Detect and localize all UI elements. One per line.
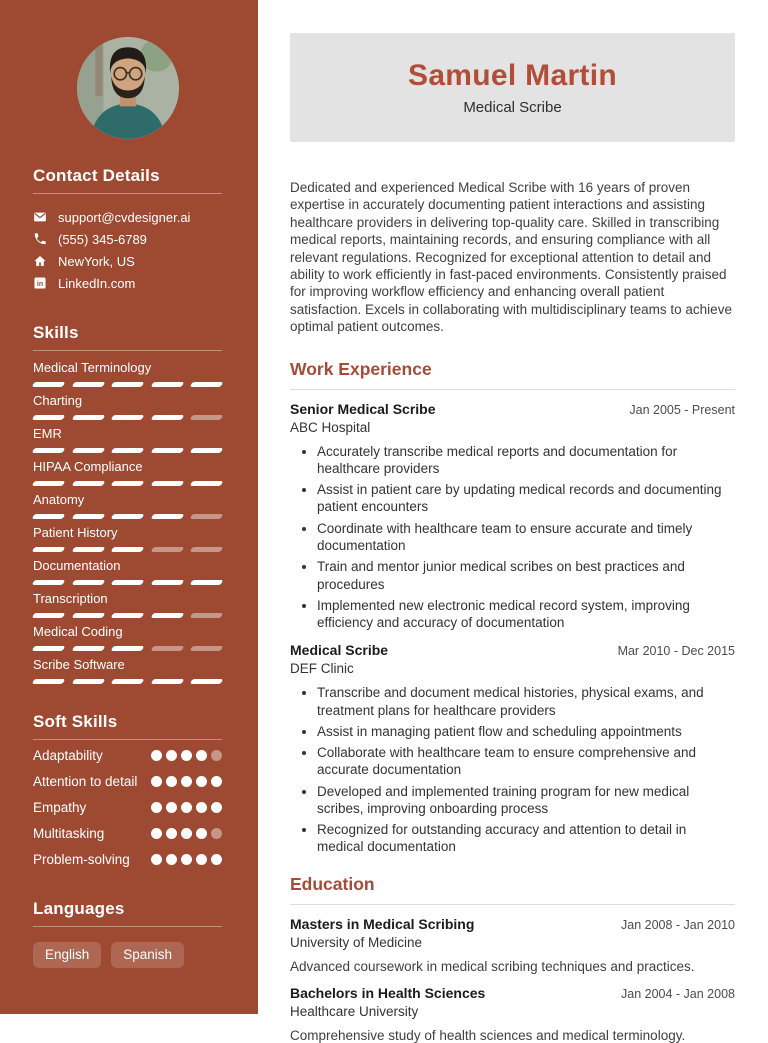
soft-skill-name: Multitasking (33, 825, 105, 841)
skill-segment-empty (190, 547, 224, 552)
job-bullet: • Collaborate with healthcare team to ensure comprehensive and accurate documentation (317, 744, 735, 779)
soft-skill-item (33, 825, 222, 844)
education-school: Healthcare University (290, 1003, 419, 1019)
job-header (290, 401, 735, 417)
skill-level-bar (33, 514, 222, 519)
soft-skill-item (33, 799, 222, 818)
job-company: ABC Hospital (290, 419, 371, 435)
skill-name: EMR (33, 426, 62, 441)
skill-level-bar (33, 580, 222, 585)
person-name: Samuel Martin (408, 59, 617, 92)
education-title: Education (290, 874, 735, 905)
work-experience-title: Work Experience (290, 359, 735, 390)
soft-skill-rating (151, 851, 222, 865)
contact-list (33, 206, 222, 294)
skill-segment-empty (150, 547, 184, 552)
rating-dot-filled (151, 828, 162, 839)
education-list (290, 916, 735, 1043)
contact-linkedin-text: LinkedIn.com (58, 275, 136, 291)
education-school: University of Medicine (290, 934, 423, 950)
skill-segment-filled (32, 415, 66, 420)
work-experience-section (290, 359, 735, 856)
skill-segment-filled (111, 481, 145, 486)
phone-icon (33, 232, 47, 246)
summary-paragraph: Dedicated and experienced Medical Scribe with 16 years of proven expertise in accurately documenting patient interactions and assisting healthcare providers in delivering top-quality care. Skilled in transcribing medical reports, maintaining records, and ensuring compliance with all relevant regulations. Recognized for exceptional attention to detail and ability to work efficiently in fast-paced environments. Consistently praised for improving workflow efficiency and enhancing overall patient satisfaction. Excels in collaborating with multidisciplinary teams to achieve optimal patient outcomes. (290, 180, 732, 335)
job-role: Medical Scribe (290, 642, 389, 659)
education-header (290, 916, 735, 932)
soft-skill-rating (151, 799, 222, 813)
soft-skill-item (33, 773, 222, 792)
skill-segment-filled (150, 679, 184, 684)
person-job-title: Medical Scribe (463, 99, 562, 116)
job-bullet: • Assist in patient care by updating medical records and documenting patient encounters (317, 481, 735, 516)
home-icon (33, 254, 47, 268)
linkedin-icon (33, 276, 47, 290)
rating-dot-filled (196, 854, 207, 865)
soft-skill-name: Adaptability (33, 748, 103, 763)
job-entry (290, 642, 735, 855)
job-bullet: • Recognized for outstanding accuracy and attention to detail in medical documentation (317, 821, 735, 856)
skill-segment-filled (71, 382, 105, 387)
education-section (290, 874, 735, 1043)
skill-level-bar (33, 481, 222, 486)
svg-text:in: in (36, 280, 44, 288)
skill-name: Anatomy (33, 492, 85, 507)
language-pill: English (33, 942, 101, 968)
soft-skill-item (33, 747, 222, 766)
job-bullet: • Developed and implemented training program for new medical scribes, improving onboarding process (317, 783, 735, 818)
email-icon (33, 210, 47, 224)
skill-segment-filled (71, 679, 105, 684)
job-dates: Jan 2005 - Present (629, 402, 735, 417)
skill-segment-filled (111, 415, 145, 420)
skill-name: Scribe Software (33, 657, 125, 672)
skill-segment-filled (32, 547, 66, 552)
skill-segment-filled (190, 580, 224, 585)
skill-segment-filled (32, 613, 66, 618)
rating-dot-filled (196, 750, 207, 761)
contact-section-title: Contact Details (33, 166, 222, 194)
skill-segment-filled (150, 382, 184, 387)
skill-name: Medical Terminology (33, 360, 152, 375)
education-description: Advanced coursework in medical scribing techniques and practices. (290, 958, 695, 974)
profile-photo-illustration (77, 37, 179, 139)
skill-segment-filled (190, 481, 224, 486)
rating-dot-filled (166, 776, 177, 787)
profile-photo (77, 37, 179, 139)
skill-item (33, 525, 222, 552)
job-bullet: • Transcribe and document medical histories, physical exams, and treatment plans for healthcare providers (317, 684, 735, 719)
skill-segment-filled (71, 481, 105, 486)
skills-list (33, 360, 222, 684)
skill-segment-filled (71, 514, 105, 519)
education-dates: Jan 2008 - Jan 2010 (621, 917, 735, 932)
job-header (290, 642, 735, 658)
rating-dot-filled (166, 854, 177, 865)
contact-row-phone[interactable] (33, 228, 222, 250)
job-bullets (290, 443, 735, 632)
job-bullet: • Assist in managing patient flow and scheduling appointments (317, 723, 735, 740)
skill-name: Documentation (33, 558, 121, 573)
skill-segment-filled (71, 448, 105, 453)
rating-dot-filled (151, 750, 162, 761)
skill-segment-filled (111, 580, 145, 585)
skill-level-bar (33, 415, 222, 420)
soft-skill-rating (151, 747, 222, 761)
skill-item (33, 657, 222, 684)
job-entry (290, 401, 735, 632)
contact-location-text: NewYork, US (58, 253, 135, 269)
rating-dot-filled (166, 802, 177, 813)
skill-segment-filled (150, 481, 184, 486)
skill-item (33, 393, 222, 420)
skill-segment-filled (71, 415, 105, 420)
sidebar (0, 0, 258, 1014)
rating-dot-filled (211, 776, 222, 787)
skill-segment-filled (32, 580, 66, 585)
rating-dot-filled (166, 828, 177, 839)
skill-item (33, 360, 222, 387)
contact-row-email[interactable] (33, 206, 222, 228)
rating-dot-filled (211, 854, 222, 865)
jobs-list (290, 401, 735, 856)
rating-dot-filled (181, 828, 192, 839)
job-company: DEF Clinic (290, 661, 354, 677)
rating-dot-filled (181, 750, 192, 761)
skill-segment-filled (32, 679, 66, 684)
skill-item (33, 624, 222, 651)
rating-dot-empty (211, 828, 222, 839)
skill-level-bar (33, 646, 222, 651)
skill-segment-filled (71, 547, 105, 552)
skill-level-bar (33, 547, 222, 552)
skill-segment-empty (190, 415, 224, 420)
skill-segment-filled (71, 580, 105, 585)
skill-segment-filled (111, 382, 145, 387)
soft-skills-list (33, 747, 222, 869)
skill-segment-empty (190, 646, 224, 651)
contact-phone-text: (555) 345-6789 (58, 231, 147, 247)
skill-segment-filled (150, 580, 184, 585)
skill-item (33, 591, 222, 618)
skill-name: Patient History (33, 525, 118, 540)
rating-dot-filled (211, 802, 222, 813)
header-banner (290, 33, 735, 142)
education-degree: Masters in Medical Scribing (290, 915, 475, 932)
rating-dot-filled (181, 854, 192, 865)
job-dates: Mar 2010 - Dec 2015 (617, 644, 735, 659)
skills-section-title: Skills (33, 323, 222, 351)
soft-skill-name: Empathy (33, 799, 87, 815)
skill-segment-filled (32, 514, 66, 519)
skill-segment-filled (150, 415, 184, 420)
skill-segment-filled (111, 514, 145, 519)
skill-segment-filled (111, 448, 145, 453)
skill-segment-filled (150, 448, 184, 453)
rating-dot-filled (196, 776, 207, 787)
job-role: Senior Medical Scribe (290, 400, 436, 417)
languages-section-title: Languages (33, 899, 222, 927)
soft-skills-section-title: Soft Skills (33, 712, 222, 740)
rating-dot-filled (151, 802, 162, 813)
skill-segment-filled (32, 382, 66, 387)
soft-skill-name: Problem-solving (33, 851, 130, 867)
skill-item (33, 558, 222, 585)
languages-list (33, 942, 222, 968)
rating-dot-filled (151, 854, 162, 865)
job-bullet: • Train and mentor junior medical scribes on best practices and procedures (317, 558, 735, 593)
soft-skill-name: Attention to detail (33, 773, 138, 789)
skill-level-bar (33, 448, 222, 453)
skill-item (33, 426, 222, 453)
skill-name: Medical Coding (33, 624, 123, 639)
language-pill: Spanish (111, 942, 184, 968)
skill-segment-filled (32, 481, 66, 486)
rating-dot-filled (151, 776, 162, 787)
skill-segment-filled (32, 448, 66, 453)
soft-skill-item (33, 851, 222, 870)
skill-segment-filled (150, 613, 184, 618)
job-bullet: • Coordinate with healthcare team to ensure accurate and timely documentation (317, 520, 735, 555)
skill-name: Charting (33, 393, 83, 408)
soft-skill-rating (151, 773, 222, 787)
job-bullet: • Accurately transcribe medical reports and documentation for healthcare providers (317, 443, 735, 478)
rating-dot-filled (166, 750, 177, 761)
skill-segment-filled (150, 514, 184, 519)
skill-segment-filled (71, 613, 105, 618)
skill-name: HIPAA Compliance (33, 459, 143, 474)
skill-segment-filled (190, 679, 224, 684)
contact-row-linkedin[interactable] (33, 272, 222, 294)
contact-email-text: support@cvdesigner.ai (58, 209, 191, 225)
skill-segment-filled (111, 547, 145, 552)
job-bullet: • Implemented new electronic medical record system, improving efficiency and accuracy of documentation (317, 597, 735, 632)
skill-segment-filled (111, 679, 145, 684)
soft-skill-rating (151, 825, 222, 839)
rating-dot-filled (196, 828, 207, 839)
education-dates: Jan 2004 - Jan 2008 (621, 986, 735, 1001)
rating-dot-filled (196, 802, 207, 813)
education-description: Comprehensive study of health sciences and medical terminology. (290, 1027, 686, 1043)
skill-item (33, 492, 222, 519)
job-bullets (290, 684, 735, 855)
rating-dot-filled (181, 802, 192, 813)
education-entry (290, 916, 735, 974)
skill-segment-empty (150, 646, 184, 651)
skill-segment-empty (190, 514, 224, 519)
skill-segment-empty (190, 613, 224, 618)
contact-row-location (33, 250, 222, 272)
rating-dot-filled (181, 776, 192, 787)
skill-segment-filled (190, 448, 224, 453)
education-degree: Bachelors in Health Sciences (290, 984, 486, 1001)
education-header (290, 985, 735, 1001)
skill-segment-filled (190, 382, 224, 387)
skill-name: Transcription (33, 591, 108, 606)
skill-level-bar (33, 382, 222, 387)
skill-segment-filled (71, 646, 105, 651)
rating-dot-empty (211, 750, 222, 761)
skill-segment-filled (111, 613, 145, 618)
skill-segment-filled (32, 646, 66, 651)
skill-level-bar (33, 679, 222, 684)
skill-segment-filled (111, 646, 145, 651)
skill-item (33, 459, 222, 486)
skill-level-bar (33, 613, 222, 618)
main-content (258, 0, 768, 1043)
